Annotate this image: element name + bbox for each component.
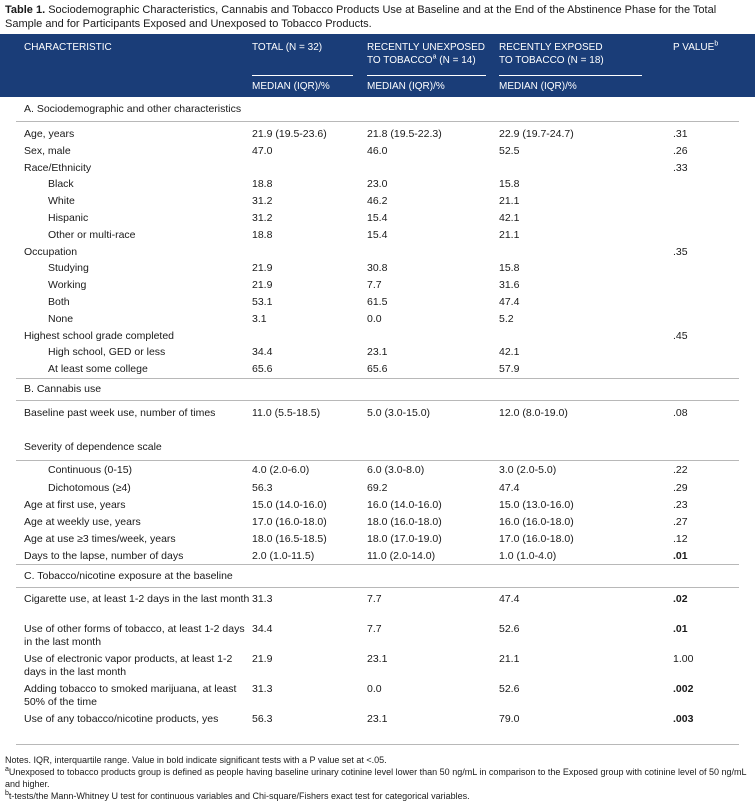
row-label: Use of electronic vapor products, at least 1-2 days in the last month bbox=[24, 653, 233, 678]
cell-total: 21.9 bbox=[252, 262, 273, 275]
cell-unexposed: 23.1 bbox=[367, 653, 388, 665]
row-label: Days to the lapse, number of days bbox=[24, 550, 184, 562]
cell-pvalue: .29 bbox=[673, 482, 688, 494]
cell-pvalue: .31 bbox=[673, 128, 688, 140]
cell-exposed: 15.8 bbox=[499, 178, 520, 191]
cell-total: 21.9 bbox=[252, 653, 273, 665]
row-label: Race/Ethnicity bbox=[24, 161, 92, 174]
row-divider bbox=[16, 378, 739, 379]
cell-unexposed: 61.5 bbox=[367, 296, 388, 308]
note-a-text: Unexposed to tobacco products group is defined as people having baseline urinary cotinine level lower than 50 ng/mL in comparison to the Exposed group with cotinine level of 50 ng/mL and higher. bbox=[5, 767, 747, 789]
cell-exposed: 47.4 bbox=[499, 593, 520, 605]
header-pvalue-sup: b bbox=[714, 40, 719, 48]
table-row bbox=[0, 464, 755, 482]
row-label: Age, years bbox=[24, 128, 75, 140]
cell-unexposed: 15.4 bbox=[367, 228, 388, 241]
section-title-c: C. Tobacco/nicotine exposure at the baseline bbox=[24, 570, 233, 582]
row-label: Sex, male bbox=[24, 144, 71, 157]
cell-unexposed: 6.0 (3.0-8.0) bbox=[367, 464, 425, 476]
cell-exposed: 15.0 (13.0-16.0) bbox=[499, 499, 574, 511]
header-divider-total bbox=[252, 75, 353, 76]
header-pvalue bbox=[673, 41, 718, 54]
table-row bbox=[0, 128, 755, 145]
row-label: Age at weekly use, years bbox=[24, 516, 141, 528]
section-title-a: A. Sociodemographic and other characteristics bbox=[24, 103, 242, 115]
cell-pvalue: .01 bbox=[673, 550, 688, 562]
cell-pvalue: .27 bbox=[673, 516, 688, 528]
note-a bbox=[5, 766, 750, 790]
header-divider-unexposed bbox=[367, 75, 486, 76]
table-row bbox=[0, 262, 755, 279]
cell-total: 56.3 bbox=[252, 713, 273, 725]
cell-total: 17.0 (16.0-18.0) bbox=[252, 516, 327, 528]
table-row bbox=[0, 330, 755, 347]
row-label: Use of any tobacco/nicotine products, yes bbox=[24, 713, 219, 725]
subheader-exposed: MEDIAN (IQR)/% bbox=[499, 81, 577, 92]
table-row bbox=[0, 516, 755, 533]
cell-pvalue: .45 bbox=[673, 329, 688, 342]
cell-total: 21.9 (19.5-23.6) bbox=[252, 128, 327, 140]
header-unexposed-line1: RECENTLY UNEXPOSED bbox=[367, 42, 485, 53]
row-label: Age at use ≥3 times/week, years bbox=[24, 533, 176, 545]
table-row bbox=[0, 145, 755, 162]
cell-exposed: 79.0 bbox=[499, 713, 520, 725]
cell-exposed: 42.1 bbox=[499, 212, 520, 224]
cell-total: 47.0 bbox=[252, 144, 273, 157]
table-row bbox=[0, 623, 755, 653]
cell-pvalue: .35 bbox=[673, 245, 688, 258]
header-exposed bbox=[499, 41, 604, 67]
cell-exposed: 16.0 (16.0-18.0) bbox=[499, 516, 574, 528]
cell-unexposed: 46.2 bbox=[367, 195, 388, 208]
row-divider bbox=[16, 400, 739, 401]
row-label: Continuous (0-15) bbox=[48, 464, 133, 476]
subheader-total: MEDIAN (IQR)/% bbox=[252, 81, 330, 92]
table-caption-lead: Table 1. bbox=[5, 4, 46, 16]
cell-total: 31.2 bbox=[252, 195, 273, 208]
cell-unexposed: 16.0 (14.0-16.0) bbox=[367, 499, 442, 511]
table-row bbox=[0, 246, 755, 263]
table-row bbox=[0, 482, 755, 499]
row-label: At least some college bbox=[48, 363, 148, 376]
cell-exposed: 15.8 bbox=[499, 262, 520, 275]
header-exposed-line1: RECENTLY EXPOSED bbox=[499, 42, 603, 53]
cell-unexposed: 46.0 bbox=[367, 144, 388, 157]
row-divider bbox=[16, 587, 739, 588]
row-divider bbox=[16, 564, 739, 565]
header-unexposed-sup: a bbox=[432, 53, 437, 61]
cell-unexposed: 5.0 (3.0-15.0) bbox=[367, 407, 431, 419]
table-row bbox=[0, 195, 755, 212]
cell-unexposed: 7.7 bbox=[367, 623, 382, 635]
header-unexposed bbox=[367, 41, 485, 67]
cell-exposed: 52.6 bbox=[499, 683, 520, 695]
cell-unexposed: 65.6 bbox=[367, 363, 388, 376]
table-row bbox=[0, 407, 755, 441]
cell-exposed: 17.0 (16.0-18.0) bbox=[499, 533, 574, 545]
table-caption bbox=[5, 3, 750, 31]
cell-pvalue: .02 bbox=[673, 593, 688, 605]
cell-total: 2.0 (1.0-11.5) bbox=[252, 550, 315, 562]
note-general: Notes. IQR, interquartile range. Value in bold indicate significant tests with a P value set at <.05. bbox=[5, 755, 387, 765]
cell-exposed: 21.1 bbox=[499, 195, 520, 208]
row-label: Other or multi-race bbox=[48, 228, 136, 241]
cell-pvalue: .002 bbox=[673, 683, 694, 695]
row-label: Age at first use, years bbox=[24, 499, 126, 511]
cell-total: 18.8 bbox=[252, 178, 273, 191]
table-row bbox=[0, 162, 755, 179]
cell-total: 34.4 bbox=[252, 346, 273, 359]
cell-pvalue: .12 bbox=[673, 533, 688, 545]
table-row bbox=[0, 593, 755, 623]
cell-exposed: 57.9 bbox=[499, 363, 520, 376]
row-label: Adding tobacco to smoked marijuana, at least 50% of the time bbox=[24, 683, 237, 708]
cell-total: 4.0 (2.0-6.0) bbox=[252, 464, 310, 476]
cell-total: 53.1 bbox=[252, 296, 273, 308]
cell-exposed: 3.0 (2.0-5.0) bbox=[499, 464, 557, 476]
note-a-sup: a bbox=[5, 766, 9, 773]
cell-unexposed: 18.0 (17.0-19.0) bbox=[367, 533, 442, 545]
row-divider bbox=[16, 121, 739, 122]
note-b-text: t-tests/the Mann-Whitney U test for continuous variables and Chi-square/Fishers exact test for categorical variables. bbox=[8, 791, 470, 801]
section-title-b: B. Cannabis use bbox=[24, 383, 102, 395]
table-row bbox=[0, 296, 755, 313]
header-divider-exposed bbox=[499, 75, 642, 76]
cell-exposed: 52.6 bbox=[499, 623, 520, 635]
cell-total: 31.3 bbox=[252, 683, 273, 695]
cell-unexposed: 15.4 bbox=[367, 212, 388, 224]
row-label: Cigarette use, at least 1-2 days in the last month bbox=[24, 593, 250, 605]
table-row bbox=[0, 441, 755, 461]
cell-total: 31.2 bbox=[252, 212, 273, 224]
table-row bbox=[0, 279, 755, 296]
cell-pvalue: .23 bbox=[673, 499, 688, 511]
cell-exposed: 22.9 (19.7-24.7) bbox=[499, 128, 574, 140]
cell-pvalue: .26 bbox=[673, 144, 688, 157]
cell-exposed: 1.0 (1.0-4.0) bbox=[499, 550, 557, 562]
cell-unexposed: 30.8 bbox=[367, 262, 388, 275]
cell-pvalue: .003 bbox=[673, 713, 694, 725]
cell-unexposed: 11.0 (2.0-14.0) bbox=[367, 550, 436, 562]
cell-pvalue: .01 bbox=[673, 623, 688, 635]
row-label: Both bbox=[48, 296, 70, 308]
row-divider bbox=[16, 460, 739, 461]
header-characteristic: CHARACTERISTIC bbox=[24, 42, 112, 53]
table-header bbox=[0, 34, 755, 97]
subheader-unexposed: MEDIAN (IQR)/% bbox=[367, 81, 445, 92]
cell-exposed: 21.1 bbox=[499, 653, 520, 665]
cell-pvalue: 1.00 bbox=[673, 653, 694, 665]
cell-unexposed: 18.0 (16.0-18.0) bbox=[367, 516, 442, 528]
row-label: None bbox=[48, 312, 74, 325]
row-divider bbox=[16, 744, 739, 745]
table-row bbox=[0, 229, 755, 246]
note-b-sup: b bbox=[5, 790, 9, 797]
row-label: Use of other forms of tobacco, at least 1-2 days in the last month bbox=[24, 623, 245, 648]
cell-total: 11.0 (5.5-18.5) bbox=[252, 407, 321, 419]
row-label: Studying bbox=[48, 262, 89, 275]
cell-exposed: 47.4 bbox=[499, 482, 520, 494]
cell-total: 18.8 bbox=[252, 228, 273, 241]
table-row bbox=[0, 713, 755, 743]
cell-total: 15.0 (14.0-16.0) bbox=[252, 499, 327, 511]
cell-total: 21.9 bbox=[252, 279, 273, 292]
cell-unexposed: 0.0 bbox=[367, 683, 382, 695]
cell-pvalue: .08 bbox=[673, 407, 688, 419]
row-label: Hispanic bbox=[48, 212, 89, 224]
row-label: Occupation bbox=[24, 245, 78, 258]
cell-unexposed: 7.7 bbox=[367, 593, 382, 605]
header-total: TOTAL (N = 32) bbox=[252, 42, 323, 53]
table-row bbox=[0, 499, 755, 516]
row-label: Severity of dependence scale bbox=[24, 441, 162, 453]
row-label: Baseline past week use, number of times bbox=[24, 407, 216, 419]
cell-unexposed: 21.8 (19.5-22.3) bbox=[367, 128, 442, 140]
row-label: Dichotomous (≥4) bbox=[48, 482, 131, 494]
table-row bbox=[0, 313, 755, 330]
table-row bbox=[0, 683, 755, 713]
cell-pvalue: .33 bbox=[673, 161, 688, 174]
table-notes bbox=[5, 754, 750, 801]
cell-exposed: 47.4 bbox=[499, 296, 520, 308]
cell-total: 3.1 bbox=[252, 312, 267, 325]
table-row bbox=[0, 346, 755, 363]
table-caption-text: Sociodemographic Characteristics, Cannabis and Tobacco Products Use at Baseline and at the End of the Abstinence Phase for the Total Sample and for Participants Exposed and Unexposed to Tobacco Products. bbox=[5, 4, 717, 30]
cell-exposed: 21.1 bbox=[499, 228, 520, 241]
table-row bbox=[0, 533, 755, 550]
cell-unexposed: 0.0 bbox=[367, 312, 382, 325]
cell-unexposed: 7.7 bbox=[367, 279, 382, 292]
row-label: Black bbox=[48, 178, 74, 191]
cell-exposed: 5.2 bbox=[499, 312, 514, 325]
cell-unexposed: 23.1 bbox=[367, 346, 388, 359]
cell-unexposed: 69.2 bbox=[367, 482, 388, 494]
table-row bbox=[0, 212, 755, 229]
cell-total: 31.3 bbox=[252, 593, 273, 605]
cell-total: 56.3 bbox=[252, 482, 273, 494]
table-row bbox=[0, 653, 755, 683]
cell-total: 34.4 bbox=[252, 623, 273, 635]
cell-exposed: 12.0 (8.0-19.0) bbox=[499, 407, 568, 419]
note-b bbox=[5, 790, 750, 801]
row-label: Highest school grade completed bbox=[24, 329, 175, 342]
cell-exposed: 42.1 bbox=[499, 346, 520, 359]
row-label: High school, GED or less bbox=[48, 346, 166, 359]
header-unexposed-line2b: (N = 14) bbox=[436, 55, 476, 66]
cell-total: 65.6 bbox=[252, 363, 273, 376]
row-label: White bbox=[48, 195, 75, 208]
header-pvalue-label: P VALUE bbox=[673, 42, 715, 53]
cell-unexposed: 23.0 bbox=[367, 178, 388, 191]
cell-exposed: 31.6 bbox=[499, 279, 520, 292]
header-exposed-line2: TO TOBACCO (N = 18) bbox=[499, 55, 604, 66]
cell-unexposed: 23.1 bbox=[367, 713, 388, 725]
cell-total: 18.0 (16.5-18.5) bbox=[252, 533, 327, 545]
header-unexposed-line2a: TO TOBACCO bbox=[367, 55, 433, 66]
cell-pvalue: .22 bbox=[673, 464, 688, 476]
cell-exposed: 52.5 bbox=[499, 144, 520, 157]
table-row bbox=[0, 178, 755, 195]
row-label: Working bbox=[48, 279, 87, 292]
